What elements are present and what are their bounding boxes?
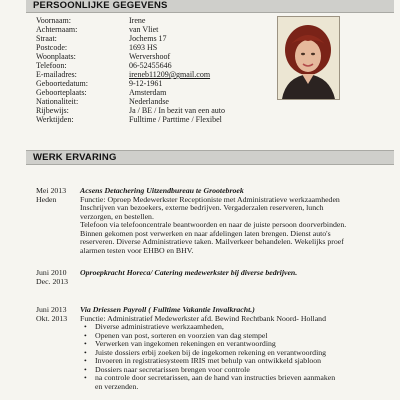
info-row xyxy=(36,43,225,52)
list-item-text: na controle door secretarissen, aan de hand van instructies brieven aanmaken xyxy=(95,373,336,382)
entry-dates xyxy=(36,306,78,323)
entry-body xyxy=(80,187,392,255)
entry-dates xyxy=(36,269,78,286)
section-header-personal xyxy=(26,0,394,13)
entry-line: Telefoon via telefooncentrale beantwoorden en naar de juiste persoon doorverbinden. xyxy=(80,220,347,229)
section-title: PERSOONLIJKE GEGEVENS xyxy=(33,0,168,11)
info-label: Geboortedatum: xyxy=(36,79,88,88)
info-value: 9-12-1961 xyxy=(129,79,163,88)
entry-line: reserveren. Diverse Administratieve taken. Mailverkeer behandelen. Wekelijks proef xyxy=(80,237,344,246)
info-row xyxy=(36,115,225,124)
date-end: Heden xyxy=(36,194,57,204)
bullet-icon: • xyxy=(84,339,87,348)
section-header-experience xyxy=(26,150,394,165)
list-item-text: Juiste dossiers erbij zoeken bij de ingekomen rekening en verantwoording xyxy=(95,347,327,357)
info-row xyxy=(36,52,225,61)
info-value: Ja / BE / In bezit van een auto xyxy=(129,106,225,115)
entry-line: verzorgen, en bestellen. xyxy=(80,211,154,221)
bullet-icon: • xyxy=(84,373,87,382)
list-item-text: Openen van post, sorteren en voorzien van dag stempel xyxy=(95,330,268,340)
bullet-icon: • xyxy=(84,364,87,374)
info-row xyxy=(36,79,225,88)
info-label: Straat: xyxy=(36,34,57,43)
info-value: Jochems 17 xyxy=(129,34,167,43)
entry-line: Functie: Oproep Medewerkster Receptioniste met Administratieve werkzaamheden xyxy=(80,194,340,204)
list-item-continuation xyxy=(80,383,392,392)
info-row xyxy=(36,106,225,115)
list-item-text: Diverse administratieve werkzaamheden, xyxy=(95,322,224,331)
info-label: Postcode: xyxy=(36,43,68,52)
date-end: Dec. 2013 xyxy=(36,276,69,286)
section-title: WERK ERVARING xyxy=(33,152,117,163)
entry-dates xyxy=(36,187,78,204)
entry-title: Acsens Detachering Uitzendbureau te Grootebroek xyxy=(80,186,244,195)
info-label: Woonplaats: xyxy=(36,52,76,61)
bullet-icon: • xyxy=(84,322,87,331)
info-row xyxy=(36,70,225,79)
info-value: Wervershoof xyxy=(129,52,171,61)
info-label: E-mailadres: xyxy=(36,70,77,79)
list-item-text: Invoeren in registratiesysteem IRIS met behulp van ontwikkeld sjabloon xyxy=(95,356,322,365)
info-label: Rijbewijs: xyxy=(36,106,69,115)
portrait-image xyxy=(278,17,339,99)
date-start: Mei 2013 xyxy=(36,186,67,195)
entry-line: Functie: Administratief Medewerkster afd. Bewind Rechtbank Noord- Holland xyxy=(80,313,326,323)
info-value: 06-52455646 xyxy=(129,61,172,70)
bullet-icon: • xyxy=(84,356,87,365)
list-item-text: Verwerken van ingekomen rekeningen en verantwoording xyxy=(95,339,276,348)
info-value: Nederlandse xyxy=(129,97,169,106)
email-link[interactable]: ireneb11209@gmail.com xyxy=(129,70,211,79)
info-value: Amsterdam xyxy=(129,88,167,97)
info-row xyxy=(36,16,225,25)
bullet-icon: • xyxy=(84,347,87,357)
date-start: Juni 2010 xyxy=(36,268,67,277)
date-start: Juni 2013 xyxy=(36,305,67,314)
info-label: Nationaliteit: xyxy=(36,97,79,106)
info-label: Voornaam: xyxy=(36,16,71,25)
entry-line: alarmen testen voor EHBO en BHV. xyxy=(80,245,194,255)
info-row xyxy=(36,61,225,70)
list-item-text: Dossiers naar secretarissen brengen voor controle xyxy=(95,364,250,374)
entry-title: Oproepkracht Horeca/ Catering medewerkster bij diverse bedrijven. xyxy=(80,268,298,277)
info-row xyxy=(36,97,225,106)
info-value: van Vliet xyxy=(129,25,159,34)
bullet-icon: • xyxy=(84,330,87,340)
info-row xyxy=(36,34,225,43)
entry-line: Inschrijven van bezoekers, externe bedrijven. Vergaderzalen reserveren, lunch xyxy=(80,203,324,212)
duties-list xyxy=(80,323,392,391)
list-item-text: en verzenden. xyxy=(95,381,139,391)
personal-info xyxy=(36,16,225,124)
info-value: Irene xyxy=(129,16,146,25)
info-value: Fulltime / Parttime / Flexibel xyxy=(129,115,222,124)
info-label: Geboorteplaats: xyxy=(36,88,87,97)
entry-body xyxy=(80,269,392,278)
info-label: Telefoon: xyxy=(36,61,67,70)
entry-line: Binnen gekomen post verwerken en naar afdelingen laten brengen. Dienst auto's xyxy=(80,228,331,238)
info-label: Achternaam: xyxy=(36,25,78,34)
info-row xyxy=(36,88,225,97)
profile-photo xyxy=(277,16,340,100)
info-row xyxy=(36,25,225,34)
info-label: Werktijden: xyxy=(36,115,74,124)
entry-title: Via Driessen Payroll ( Fulltime Vakantie Invalkracht.) xyxy=(80,305,255,314)
entry-body xyxy=(80,306,392,391)
date-end: Okt. 2013 xyxy=(36,313,68,323)
info-value: 1693 HS xyxy=(129,43,158,52)
